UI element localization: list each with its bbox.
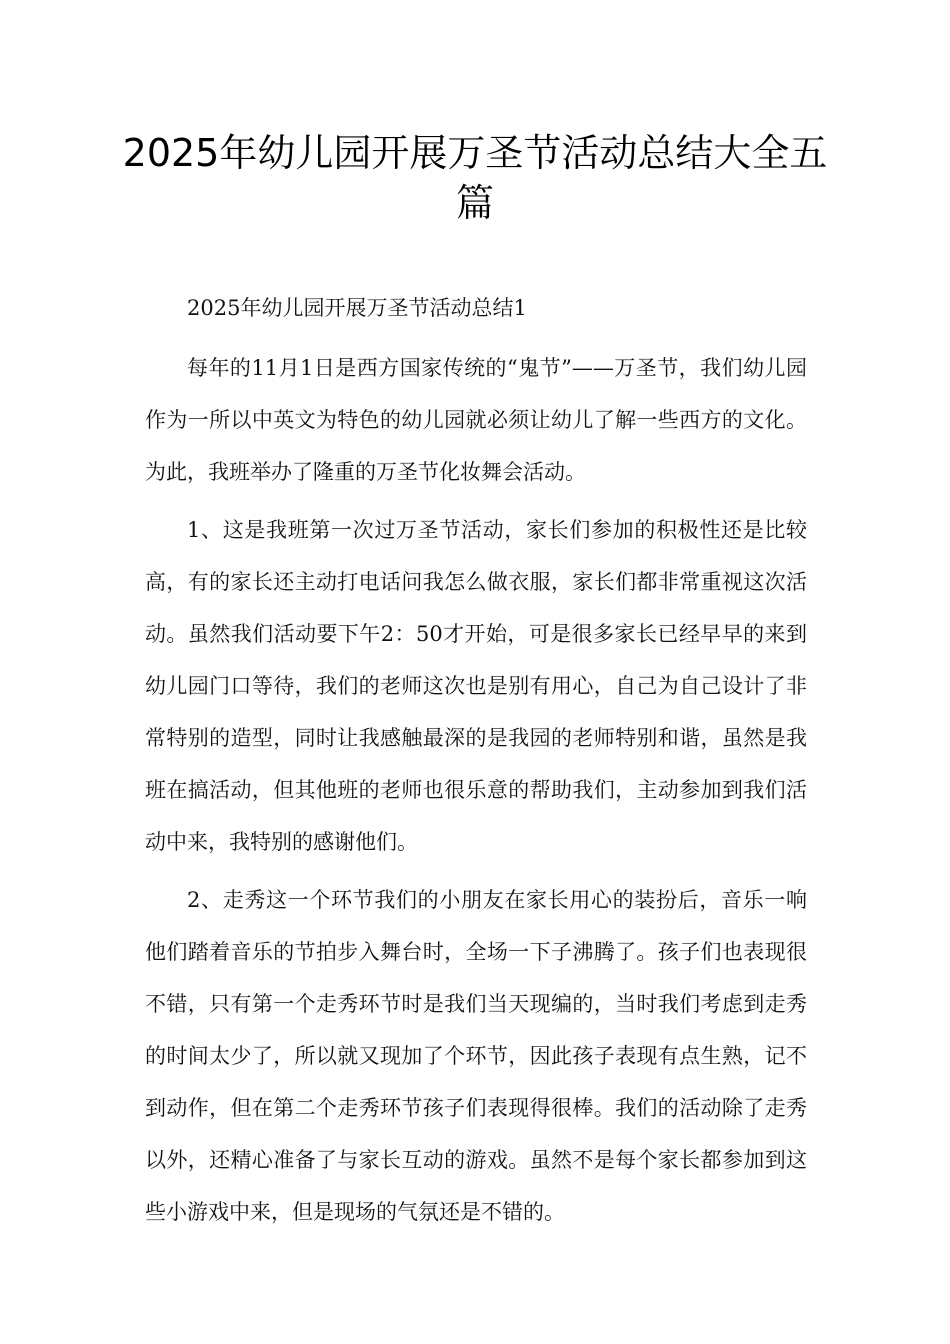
paragraph-intro: 每年的11月1日是西方国家传统的“鬼节”——万圣节，我们幼儿园作为一所以中英文为特色的幼儿园就必须让幼儿了解一些西方的文化。为此，我班举办了隆重的万圣节化妆舞会活动。 <box>145 356 807 484</box>
paragraph-point-1: 1、这是我班第一次过万圣节活动，家长们参加的积极性还是比较高，有的家长还主动打电话问我怎么做衣服，家长们都非常重视这次活动。虽然我们活动要下午2：50才开始，可是很多家长已经早早的来到幼儿园门口等待，我们的老师这次也是别有用心，自己为自己设计了非常特别的造型，同时让我感触最深的是我园的老师特别和谐，虽然是我班在搞活动，但其他班的老师也很乐意的帮助我们，主动参加到我们活动中来，我特别的感谢他们。 <box>145 518 807 854</box>
paragraph-point-2: 2、走秀这一个环节我们的小朋友在家长用心的装扮后，音乐一响他们踏着音乐的节拍步入舞台时，全场一下子沸腾了。孩子们也表现很不错，只有第一个走秀环节时是我们当天现编的，当时我们考虑到走秀的时间太少了，所以就又现加了个环节，因此孩子表现有点生熟，记不到动作，但在第二个走秀环节孩子们表现得很棒。我们的活动除了走秀以外，还精心准备了与家长互动的游戏。虽然不是每个家长都参加到这些小游戏中来，但是现场的气氛还是不错的。 <box>145 888 807 1224</box>
section-heading: 2025年幼儿园开展万圣节活动总结1 <box>187 296 527 320</box>
document-body <box>145 282 807 1244</box>
document-title: 2025年幼儿园开展万圣节活动总结大全五篇 <box>122 131 828 225</box>
